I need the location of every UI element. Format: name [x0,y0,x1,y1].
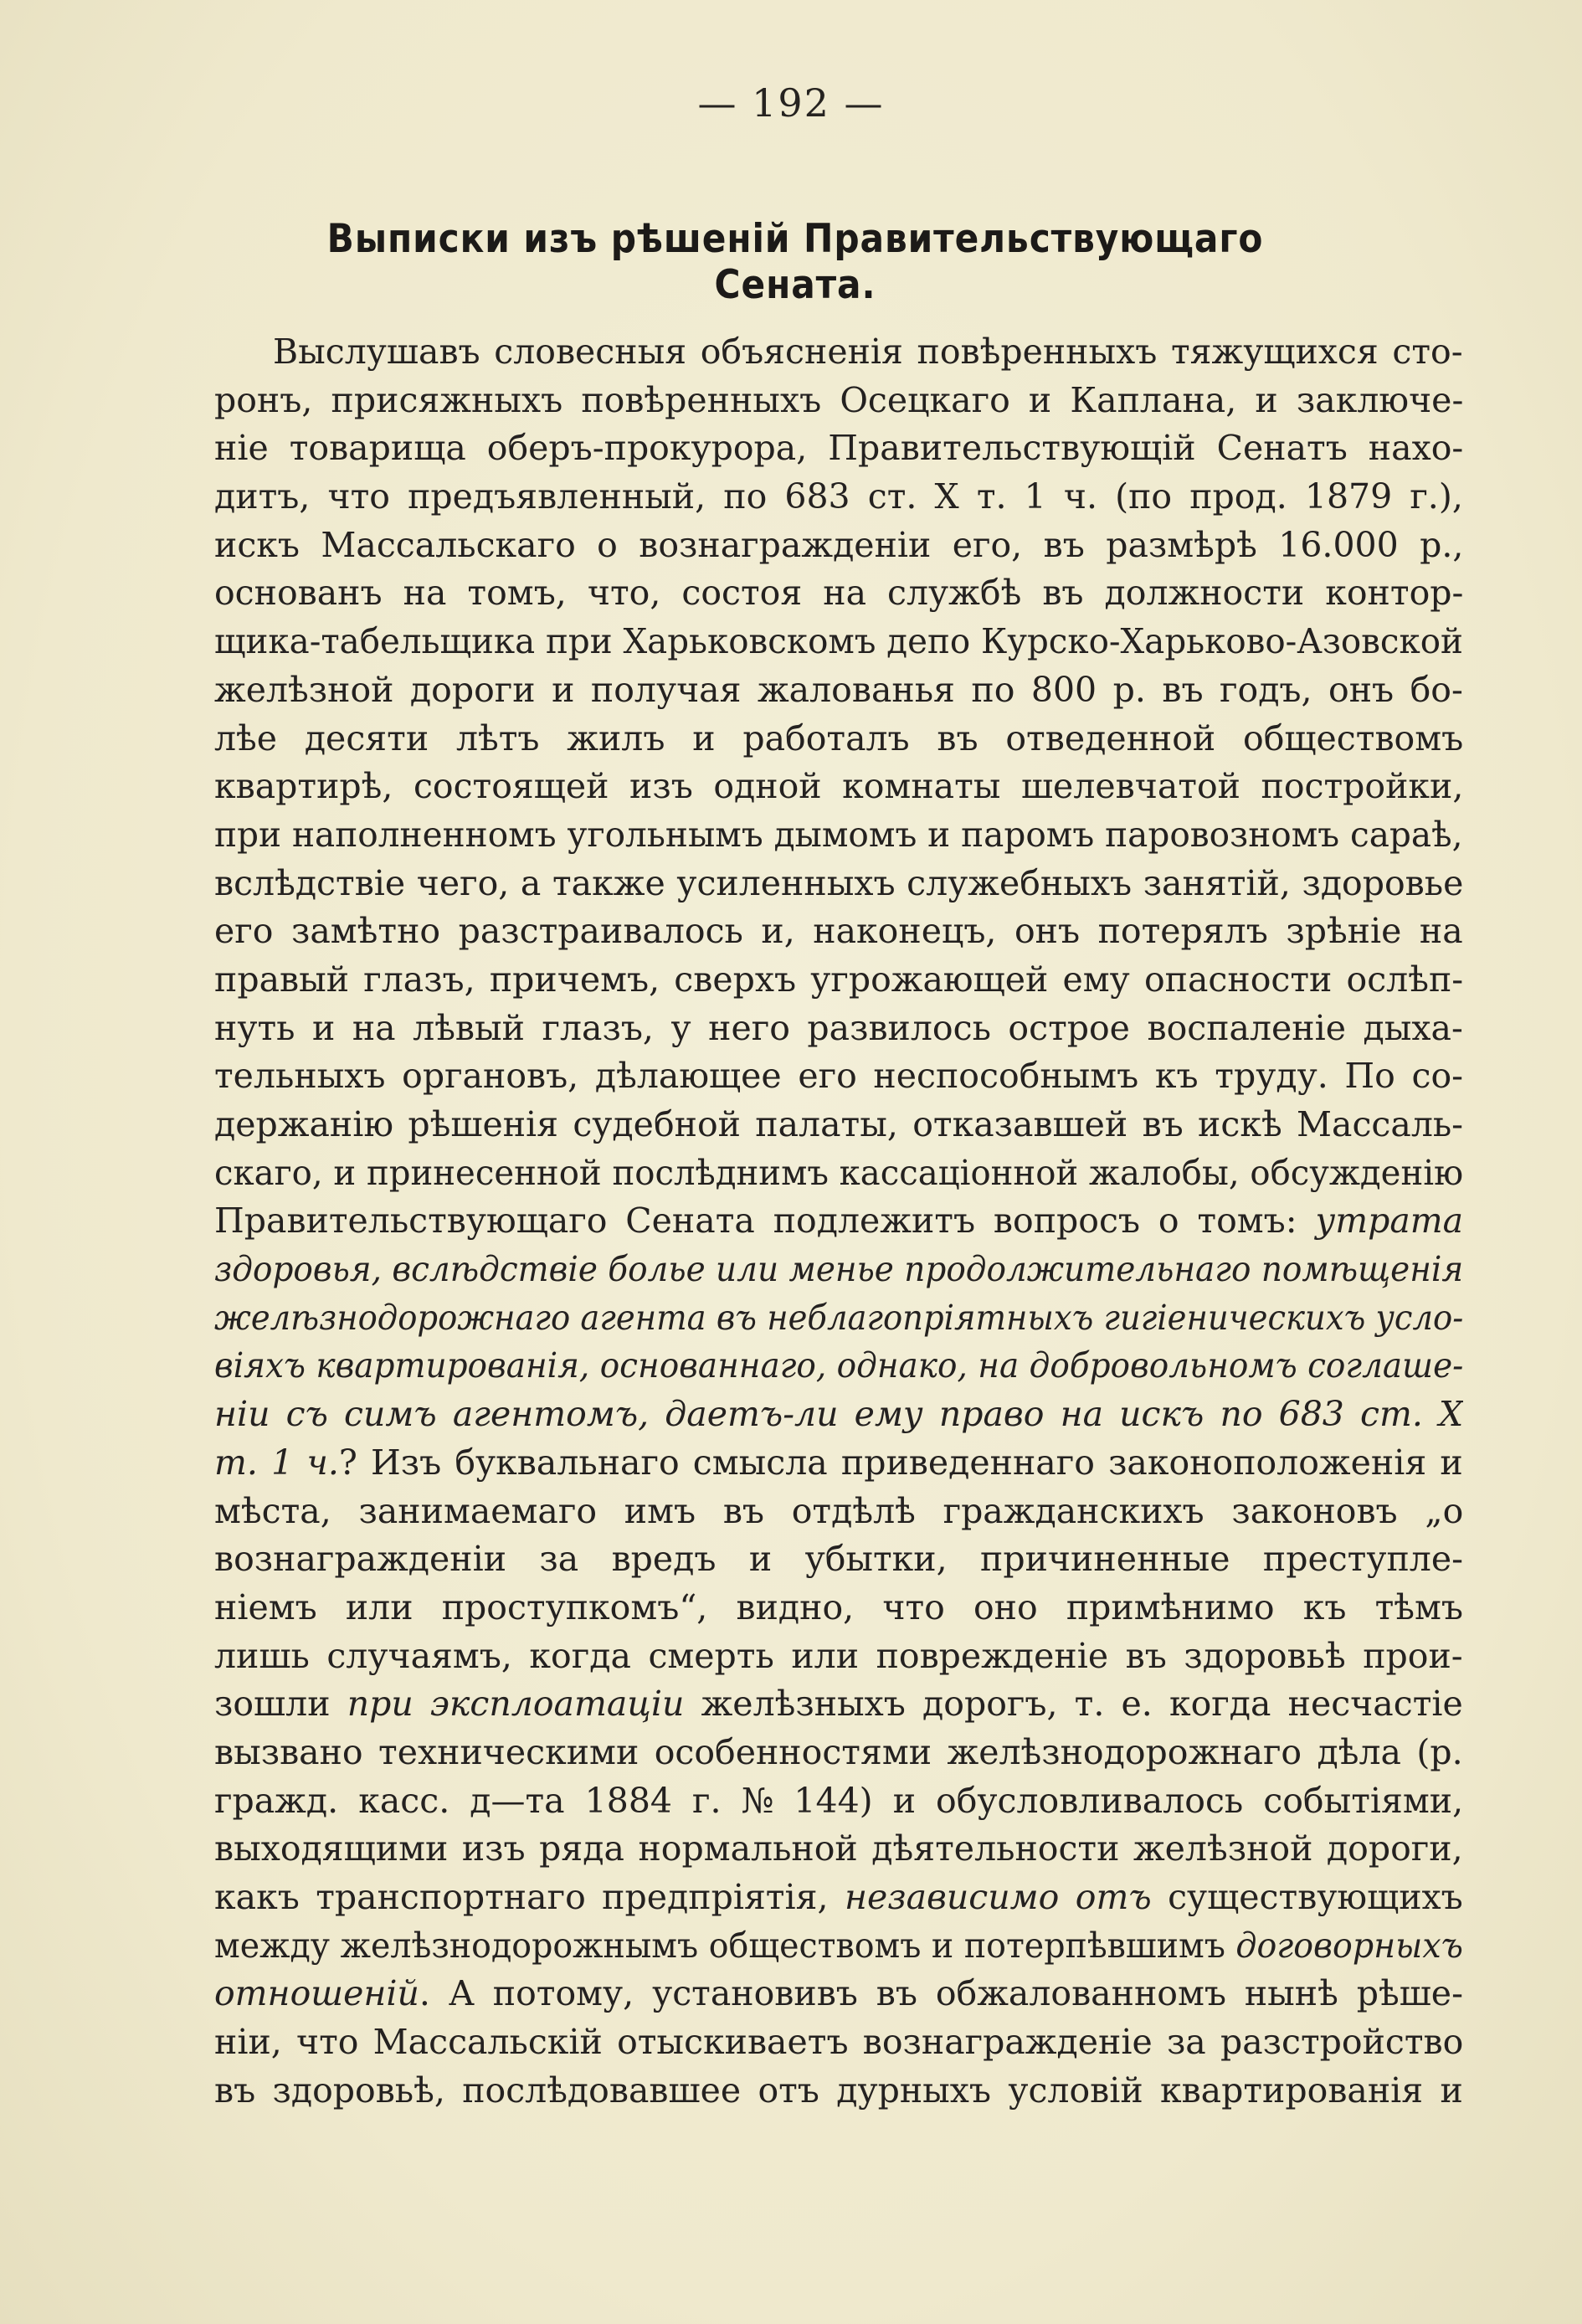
italic-text-segment: желѣзнодорожнаго агента въ неблагопріятныхъ гигіеническихъ усло- [214,1297,1463,1338]
text-segment: ? Изъ буквальнаго смысла приведеннаго законоположенія и [338,1442,1463,1483]
text-line [214,1149,1463,1198]
text-line [214,1294,1463,1343]
text-segment: желѣзныхъ дорогъ, т. е. когда несчастіе [684,1684,1463,1725]
italic-text-segment: утрата [1315,1201,1463,1242]
text-segment: ніи, что Массальскій отыскиваетъ вознагражденіе за разстройство [214,2022,1463,2063]
text-line [214,907,1463,956]
text-line [214,1535,1463,1584]
text-segment: желѣзной дороги и получая жалованья по 800 р. въ годъ, онъ бо- [214,669,1463,710]
italic-text-segment: віяхъ квартированія, основаннаго, однако, на добровольномъ соглаше- [214,1345,1463,1386]
text-segment: искъ Массальскаго о вознагражденіи его, въ размѣрѣ 16.000 р., [214,524,1463,565]
text-segment: при наполненномъ угольнымъ дымомъ и паромъ паровозномъ сараѣ, [214,814,1463,855]
text-segment: вознагражденіи за вредъ и убытки, причиненные преступле- [214,1539,1463,1580]
text-segment: существующихъ [1151,1877,1463,1917]
text-segment: тельныхъ органовъ, дѣлающее его неспособнымъ къ труду. По со- [214,1056,1463,1097]
text-segment: скаго, и принесенной послѣднимъ кассаціонной жалобы, обсужденію [214,1152,1463,1193]
text-line [214,2067,1463,2116]
text-segment: его замѣтно разстраивалось и, наконецъ, онъ потерялъ зрѣніе на [214,911,1463,952]
text-segment: между желѣзнодорожнымъ обществомъ и потерпѣвшимъ [214,1925,1236,1966]
text-line [214,1922,1463,1971]
text-line [214,1197,1463,1246]
text-line [214,1632,1463,1681]
italic-text-segment: т. 1 ч. [214,1442,339,1483]
italic-text-segment: здоровья, вслѣдствіе болье или менье продолжительнаго помѣщенія [214,1249,1463,1290]
text-line [214,1729,1463,1777]
text-line [214,1246,1463,1294]
page-heading: Выписки изъ рѣшеній Правительствующаго Сената. [326,216,1264,308]
italic-text-segment: независимо отъ [844,1877,1152,1917]
text-segment: мѣста, занимаемаго имъ въ отдѣлѣ гражданскихъ законовъ „о [214,1490,1463,1531]
text-line [214,618,1463,666]
text-segment: нуть и на лѣвый глазъ, у него развилось острое воспаленіе дыха- [214,1007,1463,1048]
text-line [214,763,1463,811]
text-line [214,1874,1463,1922]
italic-text-segment: ніи съ симъ агентомъ, даетъ-ли ему право на искъ по 683 ст. X [214,1394,1463,1435]
text-segment: лѣе десяти лѣтъ жилъ и работалъ въ отведенной обществомъ [214,717,1463,758]
text-line [214,1101,1463,1149]
page-number: — 192 — [697,80,885,126]
text-segment: . А потому, установивъ въ обжалованномъ нынѣ рѣше- [419,1973,1463,2014]
text-line [214,569,1463,618]
text-line [214,1488,1463,1536]
text-segment: дитъ, что предъявленный, по 683 ст. X т. 1 ч. (по прод. 1879 г.), [214,476,1463,517]
text-line [214,715,1463,764]
text-segment: ніе товарища оберъ-прокурора, Правительствующій Сенатъ нахо- [214,428,1463,469]
text-line [214,424,1463,473]
text-line [214,328,1463,377]
italic-text-segment: при эксплоатаціи [347,1684,685,1725]
text-segment: Выслушавъ словесныя объясненія повѣренныхъ тяжущихся сто- [273,332,1463,372]
text-segment: Правительствующаго Сената подлежитъ вопросъ о томъ: [214,1201,1316,1242]
text-line [214,473,1463,522]
text-line [214,811,1463,860]
text-line [214,666,1463,715]
text-line [214,1391,1463,1439]
text-segment: основанъ на томъ, что, состоя на службѣ въ должности контор- [214,573,1463,614]
text-segment: выходящими изъ ряда нормальной дѣятельности желѣзной дороги, [214,1828,1463,1869]
text-line [214,1342,1463,1391]
text-segment: въ здоровьѣ, послѣдовавшее отъ дурныхъ условій квартированія и [214,2069,1463,2111]
text-segment: лишь случаямъ, когда смерть или поврежденіе въ здоровьѣ прои- [214,1635,1463,1676]
italic-text-segment: договорныхъ [1235,1925,1463,1966]
text-segment: квартирѣ, состоящей изъ одной комнаты шелевчатой постройки, [214,766,1463,807]
text-line [214,1052,1463,1101]
text-line [214,2018,1463,2067]
text-line [214,1584,1463,1632]
text-line [214,1005,1463,1053]
text-segment: щика-табельщика при Харьковскомъ депо Курско-Харьково-Азовской [214,621,1463,662]
text-line [214,860,1463,908]
text-line [214,1680,1463,1729]
text-segment: вслѣдствіе чего, а также усиленныхъ служебныхъ занятій, здоровье [214,862,1463,903]
text-line [214,1825,1463,1874]
text-line [214,956,1463,1005]
text-segment: гражд. касс. д—та 1884 г. № 144) и обусловливалось событіями, [214,1780,1463,1821]
text-segment: вызвано техническими особенностями желѣзнодорожнаго дѣла (р. [214,1731,1463,1772]
text-segment: держанію рѣшенія судебной палаты, отказавшей въ искѣ Массаль- [214,1104,1463,1144]
text-segment: правый глазъ, причемъ, сверхъ угрожающей ему опасности ослѣп- [214,959,1463,1000]
text-segment: какъ транспортнаго предпріятія, [214,1877,845,1917]
text-line [214,1970,1463,2018]
text-segment: зошли [214,1684,347,1725]
italic-text-segment: отношеній [214,1973,419,2014]
text-line [214,1439,1463,1488]
text-line [214,377,1463,425]
text-segment: ронъ, присяжныхъ повѣренныхъ Осецкаго и Каплана, и заключе- [214,379,1463,420]
text-segment: ніемъ или проступкомъ“, видно, что оно примѣнимо къ тѣмъ [214,1586,1463,1627]
text-line [214,1777,1463,1826]
body-text [214,328,1463,2115]
text-line [214,522,1463,570]
